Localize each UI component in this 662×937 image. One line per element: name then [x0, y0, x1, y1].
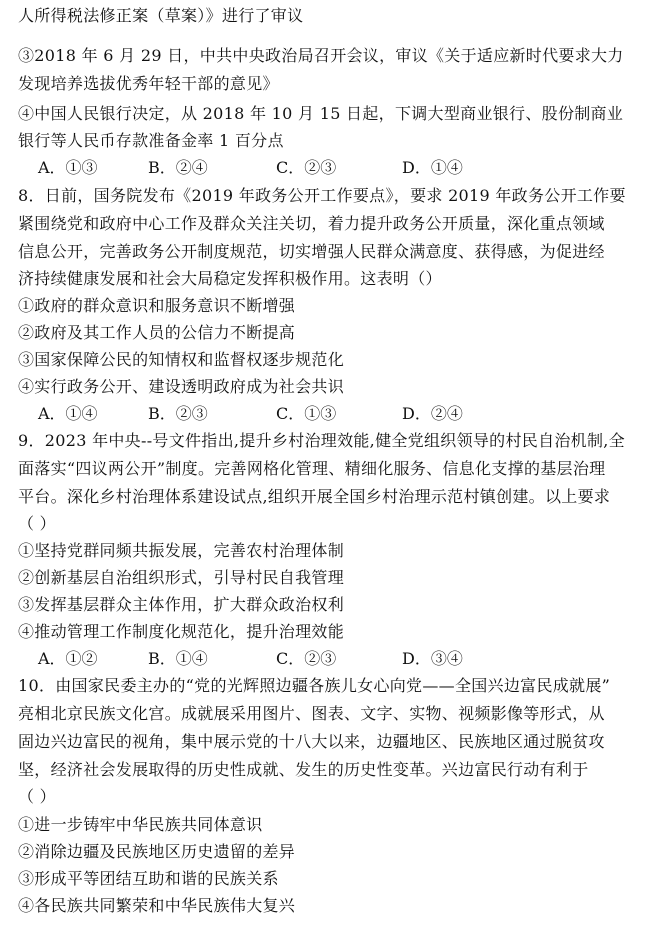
q10-item-2: ②消除边疆及民族地区历史遗留的差异 — [18, 842, 296, 861]
q9-item-1: ①坚持党群同频共振发展，完善农村治理体制 — [18, 541, 345, 560]
q7-text-line-1: 人所得税法修正案（草案）》进行了审议 — [18, 6, 304, 25]
q7-option-c[interactable]: C．②③ — [276, 158, 337, 177]
q8-option-a[interactable]: A．①④ — [38, 404, 98, 423]
q8-option-b[interactable]: B．②③ — [148, 404, 208, 423]
q9-answer-blank: （ ） — [18, 514, 56, 533]
q8-stem-line-4: 济持续健康发展和社会大局稳定发挥积极作用。这表明（） — [18, 269, 442, 288]
q8-stem-line-2: 紧围绕党和政府中心工作及群众关注关切，着力提升政务公开质量，深化重点领域 — [18, 214, 605, 233]
q9-options — [38, 649, 638, 669]
q9-option-a[interactable]: A．①② — [38, 649, 98, 668]
q9-option-d[interactable]: D．③④ — [402, 649, 463, 668]
q10-item-3: ③形成平等团结互助和谐的民族关系 — [18, 869, 279, 888]
q9-stem-line-3: 平台。深化乡村治理体系建设试点,组织开展全国乡村治理示范村镇创建。以上要求 — [18, 487, 611, 506]
q7-option-d[interactable]: D．①④ — [402, 158, 463, 177]
q9-item-2: ②创新基层自治组织形式，引导村民自我管理 — [18, 568, 345, 587]
q10-stem-line-1: 10．由国家民委主办的“党的光辉照边疆各族儿女心向党——全国兴边富民成就展” — [18, 676, 611, 695]
q8-option-d[interactable]: D．②④ — [402, 404, 463, 423]
q9-option-c[interactable]: C．②③ — [276, 649, 337, 668]
q10-stem-line-3: 固边兴边富民的视角，集中展示党的十八大以来，边疆地区、民族地区通过脱贫攻 — [18, 732, 605, 751]
q7-text-line-2: ③2018 年 6 月 29 日，中共中央政治局召开会议，审议《关于适应新时代要求大力 — [18, 46, 624, 65]
q8-item-1: ①政府的群众意识和服务意识不断增强 — [18, 296, 296, 315]
q7-text-line-3: 发现培养选拔优秀年轻干部的意见》 — [18, 74, 279, 93]
q7-option-b[interactable]: B．②④ — [148, 158, 208, 177]
q7-options — [38, 158, 638, 178]
q8-stem-line-3: 信息公开，完善政务公开制度规范，切实增强人民群众满意度、获得感，为促进经 — [18, 242, 605, 261]
q8-item-3: ③国家保障公民的知情权和监督权逐步规范化 — [18, 350, 345, 369]
q8-item-4: ④实行政务公开、建设透明政府成为社会共识 — [18, 377, 345, 396]
q10-stem-line-4: 坚，经济社会发展取得的历史性成就、发生的历史性变革。兴边富民行动有利于 — [18, 760, 589, 779]
q10-item-4: ④各民族共同繁荣和中华民族伟大复兴 — [18, 896, 296, 915]
q9-item-4: ④推动管理工作制度化规范化，提升治理效能 — [18, 622, 345, 641]
q7-option-a[interactable]: A．①③ — [38, 158, 98, 177]
q9-stem-line-1: 9．2023 年中央--号文件指出,提升乡村治理效能,健全党组织领导的村民自治机制,全 — [18, 431, 625, 450]
q10-answer-blank: （ ） — [18, 787, 56, 806]
q7-text-line-5: 银行等人民币存款准备金率 1 百分点 — [18, 131, 284, 150]
q8-stem-line-1: 8．日前，国务院发布《2019 年政务公开工作要点》，要求 2019 年政务公开工作要 — [18, 186, 626, 205]
q10-stem-line-2: 亮相北京民族文化宫。成就展采用图片、图表、文字、实物、视频影像等形式，从 — [18, 704, 605, 723]
q8-option-c[interactable]: C．①③ — [276, 404, 337, 423]
q9-option-b[interactable]: B．①④ — [148, 649, 208, 668]
q9-item-3: ③发挥基层群众主体作用，扩大群众政治权利 — [18, 595, 345, 614]
q9-stem-line-2: 面落实“四议两公开”制度。完善网格化管理、精细化服务、信息化支撑的基层治理 — [18, 459, 606, 478]
q7-text-line-4: ④中国人民银行决定，从 2018 年 10 月 15 日起，下调大型商业银行、股份制商业 — [18, 104, 624, 123]
q10-item-1: ①进一步铸牢中华民族共同体意识 — [18, 815, 263, 834]
q8-item-2: ②政府及其工作人员的公信力不断提高 — [18, 323, 296, 342]
q8-options — [38, 404, 638, 424]
